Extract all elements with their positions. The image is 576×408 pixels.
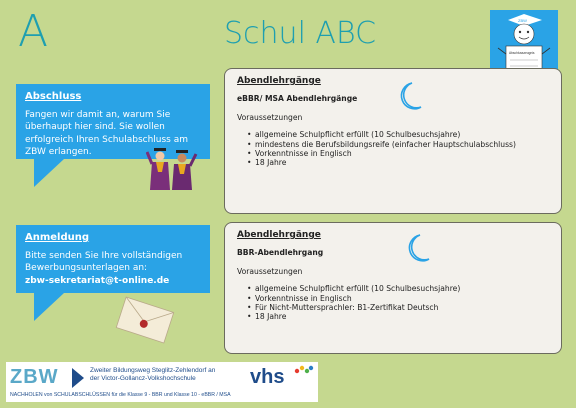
- card2-subtitle: BBR-Abendlehrgang: [237, 248, 324, 258]
- abschluss-heading: Abschluss: [25, 91, 82, 102]
- card1-list-item: • mindestens die Berufsbildungsreife (einfacher Hauptschulabschluss): [247, 140, 549, 149]
- card2-list-item: • 18 Jahre: [247, 312, 549, 321]
- card2-list-item: • Für Nicht-Muttersprachler: B1-Zertifikat Deutsch: [247, 303, 549, 312]
- card1-list: [237, 130, 549, 168]
- anmeldung-heading: Anmeldung: [25, 232, 90, 243]
- card2-voraussetzungen: Voraussetzungen: [237, 266, 303, 276]
- card-abendlehrgaenge-bbr: [224, 222, 562, 354]
- footer-line-2: der Victor-Gollancz-Volkshochschule: [90, 375, 196, 382]
- card1-list-item: • allgemeine Schulpflicht erfüllt (10 Schulbesuchsjahre): [247, 130, 549, 139]
- moon-icon: [397, 81, 423, 111]
- anmeldung-text: Bitte senden Sie Ihre vollständigen Bewerbungsunterlagen an:: [25, 250, 183, 273]
- mascot-sign-text: Abschlusszeugnis: [509, 51, 535, 55]
- zbw-vhs-logo-banner: [6, 362, 318, 402]
- card1-title: Abendlehrgänge: [237, 76, 321, 86]
- section-letter: A: [18, 6, 48, 57]
- card2-title: Abendlehrgänge: [237, 230, 321, 240]
- zbw-logo-text: ZBW: [10, 366, 59, 388]
- card1-subtitle: eBBR/ MSA Abendlehrgänge: [237, 94, 358, 104]
- zbw-arrow-icon: [72, 368, 84, 388]
- footer-line-3: NACHHOLEN von SCHULABSCHLÜSSEN für die Klasse 9 - BBR und Klasse 10 - eBBR / MSA: [10, 392, 231, 398]
- card1-list-item: • Vorkenntnisse in Englisch: [247, 149, 549, 158]
- anmeldung-email[interactable]: zbw-sekretariat@t-online.de: [25, 275, 170, 286]
- card1-voraussetzungen: Voraussetzungen: [237, 112, 303, 122]
- page-title: Schul ABC: [224, 16, 377, 51]
- footer-line-1: Zweiter Bildungsweg Steglitz-Zehlendorf an: [90, 367, 216, 374]
- card1-list-item: • 18 Jahre: [247, 158, 549, 167]
- envelope-icon: [110, 296, 180, 344]
- abschluss-text: Fangen wir damit an, warum Sie überhaupt hier sind. Sie wollen erfolgreich Ihren Schulabschluss am ZBW erlangen.: [25, 109, 189, 157]
- anmeldung-bubble-tail: [34, 293, 64, 321]
- abschluss-bubble-tail: [34, 159, 64, 187]
- card2-list: [237, 284, 549, 322]
- mascot-cap-text: ZBW: [518, 18, 527, 23]
- anmeldung-bubble: [16, 225, 210, 293]
- vhs-logo-text: vhs: [250, 366, 285, 388]
- card-abendlehrgaenge-ebbr-msa: [224, 68, 562, 214]
- card2-list-item: • allgemeine Schulpflicht erfüllt (10 Schulbesuchsjahre): [247, 284, 549, 293]
- card2-list-item: • Vorkenntnisse in Englisch: [247, 294, 549, 303]
- vhs-dots-icon: [294, 365, 314, 377]
- moon-icon: [405, 233, 431, 263]
- graduates-illustration: [146, 146, 198, 194]
